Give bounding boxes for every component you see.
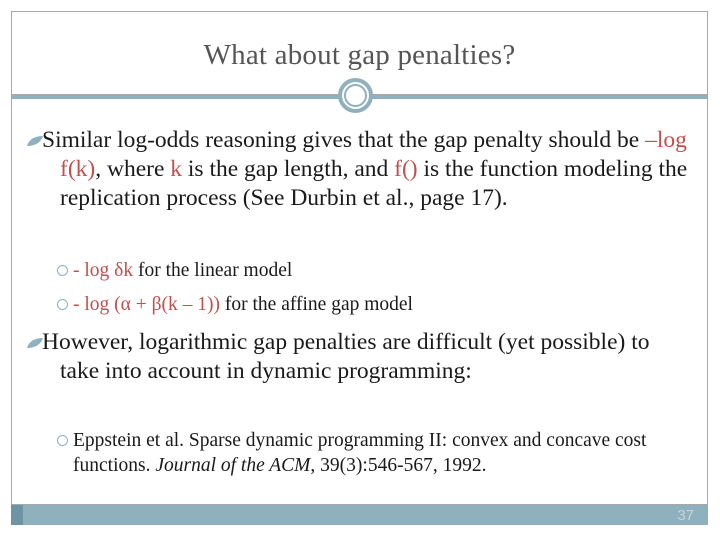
formula-affine: - log (α + β(k – 1)) — [73, 294, 221, 315]
circle-bullet-icon — [57, 299, 68, 310]
bullet-text: Similar log-odds reasoning gives that the gap penalty should be — [42, 127, 646, 153]
bullet-text: is the function modeling the replication process (See Durbin et al., page 17). — [60, 156, 688, 211]
bullet-logarithmic-penalties — [42, 328, 692, 386]
reference-text: Eppstein et al. Sparse dynamic programming II: convex and concave cost functions. — [73, 430, 647, 476]
sub-bullet-text: for the linear model — [133, 260, 293, 281]
bullet-text: is the gap length, and — [182, 156, 395, 182]
footer-accent — [11, 505, 23, 525]
sub-bullet-reference — [57, 428, 657, 478]
function-f: f() — [394, 156, 418, 182]
footer-bar — [11, 505, 708, 525]
leaf-bullet-icon — [26, 135, 44, 147]
sub-bullet-linear-model — [57, 258, 687, 283]
slide-title: What about gap penalties? — [203, 39, 516, 71]
bullet-text: However, logarithmic gap penalties are difficult (yet possible) to take into account in dynamic programming: — [42, 329, 650, 384]
sub-bullet-affine-model — [57, 292, 687, 317]
journal-name: Journal of the ACM — [155, 455, 311, 476]
leaf-bullet-icon — [26, 337, 44, 349]
reference-text: , 39(3):546-567, 1992. — [310, 455, 487, 476]
circle-bullet-icon — [57, 435, 68, 446]
bullet-gap-penalty-reasoning — [42, 126, 692, 213]
formula-linear: - log δk — [73, 260, 134, 281]
formula-log-fk: –log f(k) — [60, 127, 687, 182]
ring-ornament-icon — [338, 78, 373, 113]
variable-k: k — [170, 156, 183, 182]
circle-bullet-icon — [57, 265, 68, 276]
slide-number: 37 — [677, 507, 694, 524]
sub-bullet-text: for the affine gap model — [220, 294, 413, 315]
bullet-text: , where — [95, 156, 171, 182]
